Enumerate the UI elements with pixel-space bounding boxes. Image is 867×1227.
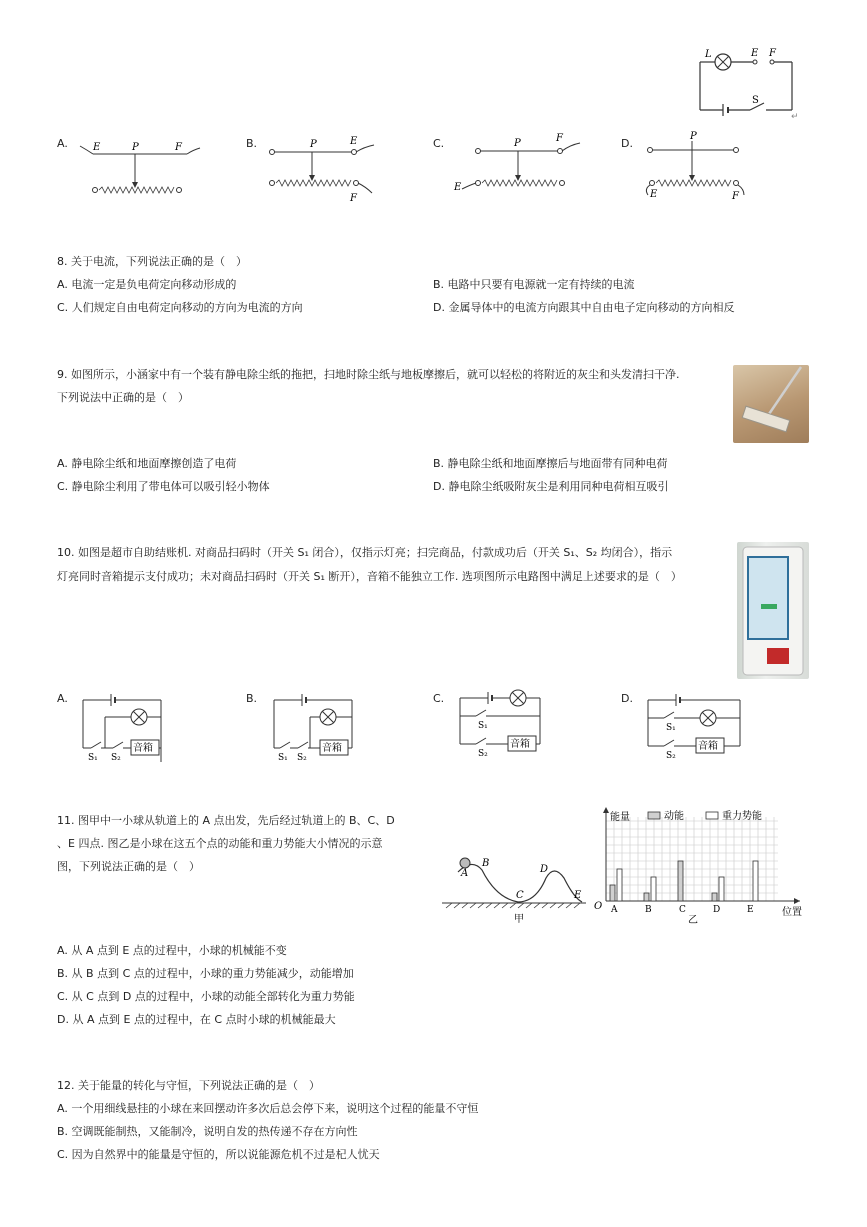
q7-option-a-letter: A. (57, 137, 68, 150)
svg-text:A: A (461, 868, 469, 879)
q7-label-S: S (752, 95, 759, 106)
x-tick-label: C (679, 905, 686, 915)
legend-label: 动能 (664, 811, 684, 822)
svg-text:B: B (482, 858, 490, 869)
bar-potential-D (719, 877, 724, 901)
q10-option-d-circuit (640, 690, 750, 770)
bar-kinetic-D (712, 893, 717, 901)
bar-kinetic-C (678, 861, 683, 901)
q7-option-a-diagram (75, 138, 205, 203)
legend-swatch (706, 812, 718, 819)
figure-label: 乙 (688, 915, 698, 926)
x-axis-arrow (794, 898, 800, 904)
svg-text:F: F (350, 193, 357, 204)
origin-label: O (594, 901, 603, 912)
svg-text:P: P (132, 142, 139, 153)
q10-option-a-circuit (75, 690, 185, 770)
q12-stem: 12. 关于能量的转化与守恒，下列说法正确的是（ ） (57, 1079, 320, 1092)
mop-photo (733, 365, 809, 443)
q7-label-F: F (769, 48, 776, 59)
q9-stem-line2: 下列说法中正确的是（ ） (57, 391, 189, 404)
svg-text:E: E (574, 890, 582, 901)
svg-text:S₁: S₁ (478, 721, 488, 731)
y-axis-label: 能量 (610, 812, 630, 823)
q10-option-b-circuit (266, 690, 376, 770)
q11-track-figure (440, 850, 590, 930)
q12-option-a[interactable]: A. 一个用细线悬挂的小球在来回摆动许多次后总会停下来，说明这个过程的能量不守恒 (57, 1102, 479, 1115)
q10-option-c-circuit (452, 688, 562, 768)
q11-stem-line1: 11. 图甲中一小球从轨道上的 A 点出发，先后经过轨道上的 B、C、D (57, 814, 395, 827)
q8-option-a[interactable]: A. 电流一定是负电荷定向移动形成的 (57, 278, 237, 291)
svg-text:D: D (540, 864, 549, 875)
svg-text:S₁: S₁ (666, 723, 676, 733)
q8-option-c[interactable]: C. 人们规定自由电荷定向移动的方向为电流的方向 (57, 301, 303, 314)
q7-option-c-diagram (452, 133, 587, 198)
q11-option-c[interactable]: C. 从 C 点到 D 点的过程中，小球的动能全部转化为重力势能 (57, 990, 355, 1003)
x-tick-label: D (713, 905, 721, 915)
checkout-machine-photo (737, 542, 809, 679)
svg-text:音箱: 音箱 (698, 741, 718, 752)
q10-option-d-letter: D. (621, 692, 633, 705)
legend-label: 重力势能 (722, 811, 762, 822)
q8-option-d[interactable]: D. 金属导体中的电流方向跟其中自由电子定向移动的方向相反 (433, 301, 735, 314)
svg-text:P: P (514, 138, 521, 149)
svg-text:P: P (310, 139, 317, 150)
svg-text:甲: 甲 (514, 914, 524, 925)
svg-text:音箱: 音箱 (322, 743, 342, 754)
bar-potential-E (753, 861, 758, 901)
svg-text:S₂: S₂ (297, 753, 307, 763)
svg-text:S₂: S₂ (478, 749, 488, 759)
q11-energy-chart (588, 805, 813, 927)
q8-stem: 8. 关于电流，下列说法正确的是（ ） (57, 255, 247, 268)
x-axis-label: 位置 (782, 907, 802, 918)
q9-option-c[interactable]: C. 静电除尘利用了带电体可以吸引轻小物体 (57, 480, 270, 493)
x-tick-label: E (747, 905, 754, 915)
q7-label-E: E (751, 48, 759, 59)
q9-option-a[interactable]: A. 静电除尘纸和地面摩擦创造了电荷 (57, 457, 237, 470)
x-tick-label: B (645, 905, 652, 915)
q11-option-b[interactable]: B. 从 B 点到 C 点的过程中，小球的重力势能减少，动能增加 (57, 967, 354, 980)
bar-potential-B (651, 877, 656, 901)
q7-option-b-diagram (262, 135, 392, 205)
svg-text:S₂: S₂ (666, 751, 676, 761)
svg-text:E: E (454, 182, 462, 193)
q10-option-a-letter: A. (57, 692, 68, 705)
svg-text:C: C (516, 890, 524, 901)
svg-text:S₁: S₁ (88, 753, 98, 763)
svg-text:S₂: S₂ (111, 753, 121, 763)
q10-option-c-letter: C. (433, 692, 445, 705)
q9-stem-line1: 9. 如图所示，小涵家中有一个装有静电除尘纸的拖把，扫地时除尘纸与地板摩擦后，就可以轻松的将附近的灰尘和头发清扫干净. (57, 368, 680, 381)
svg-text:音箱: 音箱 (133, 743, 153, 754)
svg-text:S₁: S₁ (278, 753, 288, 763)
q7-label-L: L (705, 49, 712, 60)
svg-text:P: P (690, 131, 697, 142)
q7-option-c-letter: C. (433, 137, 445, 150)
svg-text:E: E (93, 142, 101, 153)
q10-stem-line2: 灯亮同时音箱提示支付成功；未对商品扫码时（开关 S₁ 断开），音箱不能独立工作. 选项图所示电路图中满足上述要求的是（ ） (57, 570, 682, 583)
q7-option-d-letter: D. (621, 137, 633, 150)
q7-option-b-letter: B. (246, 137, 258, 150)
svg-text:F: F (556, 133, 563, 144)
q10-stem-line1: 10. 如图是超市自助结账机. 对商品扫码时（开关 S₁ 闭合），仅指示灯亮；扫完商品，付款成功后（开关 S₁、S₂ 均闭合），指示 (57, 546, 673, 559)
x-tick-label: A (611, 905, 618, 915)
q9-option-b[interactable]: B. 静电除尘纸和地面摩擦后与地面带有同种电荷 (433, 457, 668, 470)
legend-swatch (648, 812, 660, 819)
q8-option-b[interactable]: B. 电路中只要有电源就一定有持续的电流 (433, 278, 635, 291)
q11-stem-line3: 图，下列说法正确的是（ ） (57, 860, 200, 873)
q12-option-c[interactable]: C. 因为自然界中的能量是守恒的，所以说能源危机不过是杞人忧天 (57, 1148, 380, 1161)
q11-option-d[interactable]: D. 从 A 点到 E 点的过程中，在 C 点时小球的机械能最大 (57, 1013, 336, 1026)
q7-option-d-diagram (640, 133, 770, 203)
q10-option-b-letter: B. (246, 692, 258, 705)
y-axis-arrow (603, 807, 609, 813)
q11-option-a[interactable]: A. 从 A 点到 E 点的过程中，小球的机械能不变 (57, 944, 287, 957)
svg-text:音箱: 音箱 (510, 739, 530, 750)
bar-kinetic-B (644, 893, 649, 901)
bar-potential-A (617, 869, 622, 901)
svg-text:F: F (732, 191, 739, 202)
svg-text:F: F (175, 142, 182, 153)
bar-kinetic-A (610, 885, 615, 901)
svg-text:E: E (350, 136, 358, 147)
q12-option-b[interactable]: B. 空调既能制热，又能制冷，说明自发的热传递不存在方向性 (57, 1125, 358, 1138)
q11-stem-line2: 、E 四点. 图乙是小球在这五个点的动能和重力势能大小情况的示意 (57, 837, 383, 850)
svg-text:E: E (650, 189, 658, 200)
q9-option-d[interactable]: D. 静电除尘纸吸附灰尘是利用同种电荷相互吸引 (433, 480, 669, 493)
